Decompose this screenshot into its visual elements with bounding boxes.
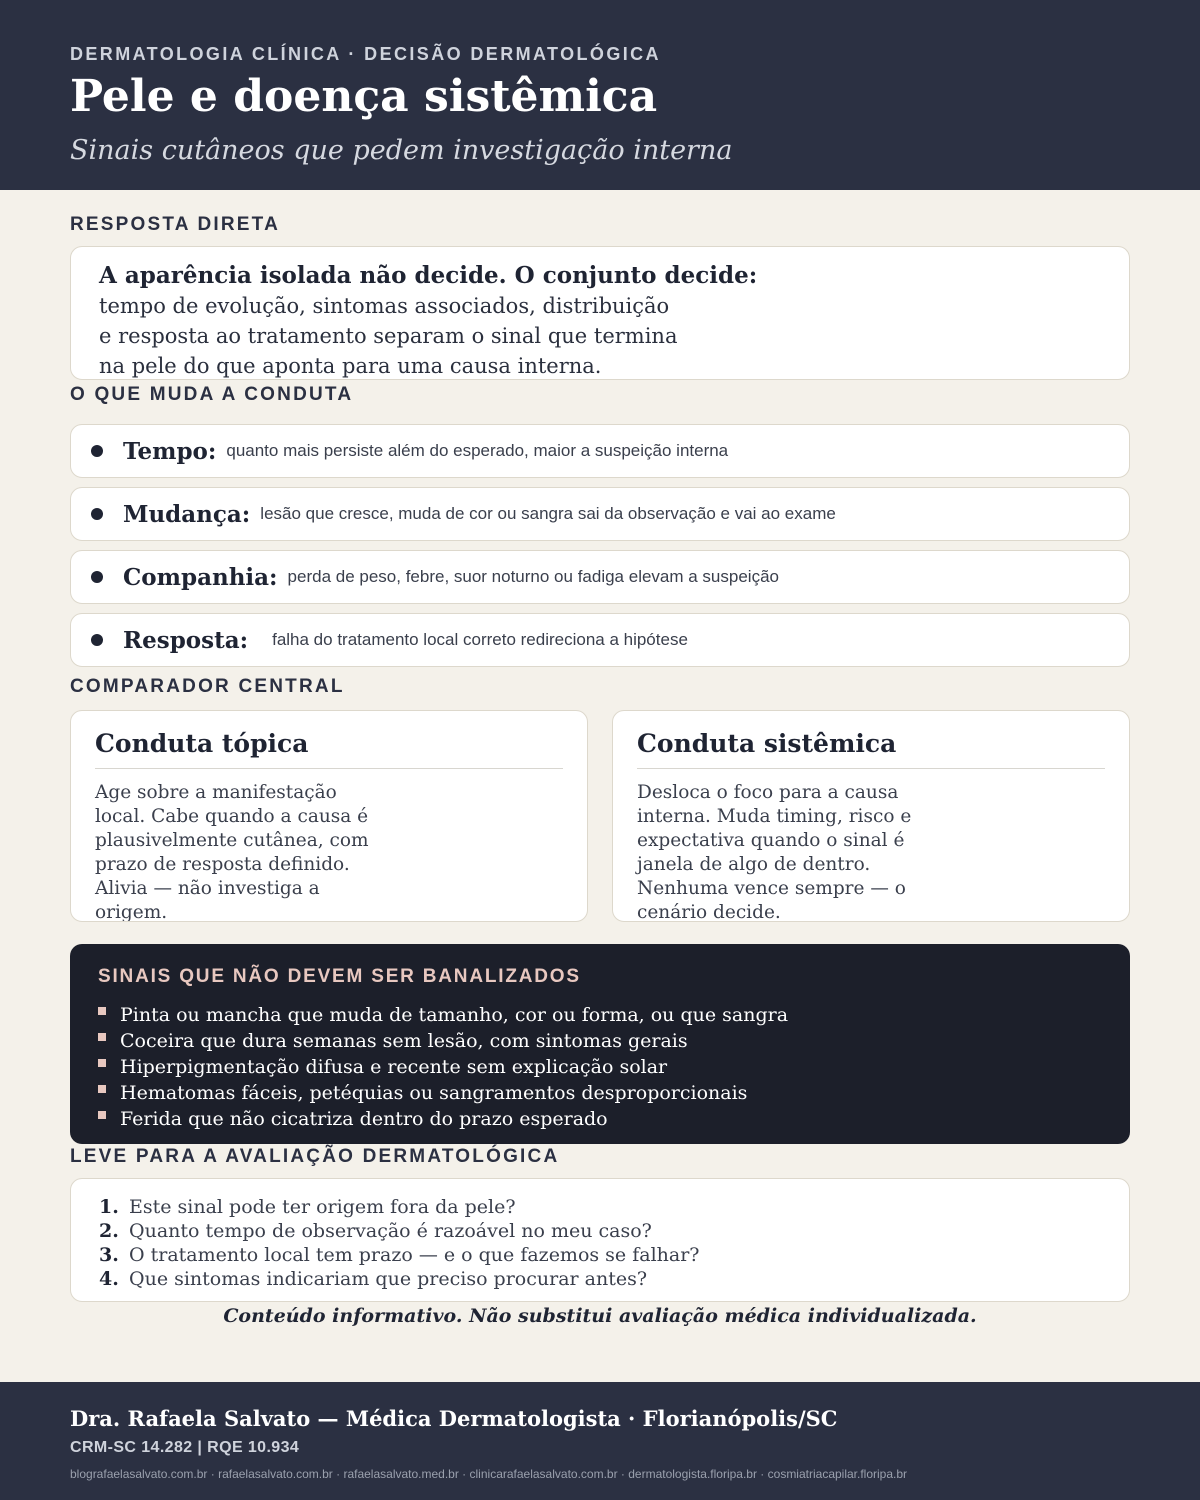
warning-sign-text: Hematomas fáceis, petéquias ou sangramentos desproporcionais: [120, 1082, 748, 1104]
question-number: 4.: [99, 1268, 119, 1290]
conduct-description: falha do tratamento local correto redireciona a hipótese: [272, 630, 688, 649]
list-item: [99, 1219, 1101, 1243]
bullet-dot-icon: [91, 571, 103, 583]
question-number: 1.: [99, 1196, 119, 1218]
warning-sign-text: Pinta ou mancha que muda de tamanho, cor ou forma, ou que sangra: [120, 1004, 789, 1026]
conduct-item-mudanca: [70, 487, 1130, 541]
list-item: [98, 1106, 1102, 1132]
conduct-description: perda de peso, febre, suor noturno ou fadiga elevam a suspeição: [287, 567, 779, 586]
conduct-item-resposta: [70, 613, 1130, 667]
footer-doctor-name: Dra. Rafaela Salvato — Médica Dermatologista · Florianópolis/SC: [70, 1406, 838, 1431]
header: [0, 0, 1200, 190]
list-item: [98, 1080, 1102, 1106]
section-label-direct: RESPOSTA DIRETA: [70, 214, 280, 235]
section-label-comparator: COMPARADOR CENTRAL: [70, 676, 345, 697]
conduct-term: Companhia:: [123, 563, 278, 591]
direct-answer-line: tempo de evolução, sintomas associados, distribuição: [99, 294, 670, 318]
square-bullet-icon: [98, 1007, 106, 1015]
section-label-questions: LEVE PARA A AVALIAÇÃO DERMATOLÓGICA: [70, 1146, 560, 1167]
warning-signs-list: [98, 1002, 1102, 1132]
direct-answer-lead: A aparência isolada não decide. O conjunto decide:: [99, 262, 758, 289]
compare-title: Conduta sistêmica: [637, 729, 1105, 769]
compare-body: Desloca o foco para a causa interna. Muda timing, risco e expectativa quando o sinal é janela de algo de dentro. Nenhuma vence sempre — o cenário decide.: [637, 782, 912, 922]
compare-title: Conduta tópica: [95, 729, 563, 769]
list-item: [99, 1195, 1101, 1219]
page-title: Pele e doença sistêmica: [70, 71, 658, 122]
question-text: Quanto tempo de observação é razoável no meu caso?: [129, 1220, 652, 1242]
compare-body: Age sobre a manifestação local. Cabe quando a causa é plausivelmente cutânea, com prazo de resposta definido. Alivia — não investiga a origem.: [95, 782, 369, 922]
conduct-description: quanto mais persiste além do esperado, maior a suspeição interna: [226, 441, 729, 460]
square-bullet-icon: [98, 1033, 106, 1041]
square-bullet-icon: [98, 1111, 106, 1119]
page-subtitle: Sinais cutâneos que pedem investigação interna: [70, 135, 733, 166]
footer-sites: blografaelasalvato.com.br · rafaelasalvato.com.br · rafaelasalvato.med.br · clinicarafaelasalvato.com.br · dermatologista.floripa.br · cosmiatriacapilar.floripa.br: [70, 1467, 908, 1481]
list-item: [99, 1243, 1101, 1267]
warning-sign-text: Coceira que dura semanas sem lesão, com sintomas gerais: [120, 1030, 688, 1052]
compare-card-topical: [70, 710, 588, 922]
conduct-term: Tempo:: [123, 437, 217, 465]
disclaimer: Conteúdo informativo. Não substitui avaliação médica individualizada.: [223, 1305, 977, 1327]
footer: [0, 1382, 1200, 1500]
conduct-item-companhia: [70, 550, 1130, 604]
compare-card-systemic: [612, 710, 1130, 922]
conduct-term: Resposta:: [123, 626, 249, 654]
conduct-term: Mudança:: [123, 500, 251, 528]
question-text: Este sinal pode ter origem fora da pele?: [129, 1196, 516, 1218]
direct-answer-line: na pele do que aponta para uma causa interna.: [99, 354, 602, 378]
bullet-dot-icon: [91, 508, 103, 520]
warning-sign-text: Ferida que não cicatriza dentro do prazo esperado: [120, 1108, 608, 1130]
warning-signs-title: SINAIS QUE NÃO DEVEM SER BANALIZADOS: [98, 966, 581, 987]
warning-signs-box: [70, 944, 1130, 1144]
square-bullet-icon: [98, 1059, 106, 1067]
questions-card: [70, 1178, 1130, 1302]
direct-answer-card: [70, 246, 1130, 380]
warning-sign-text: Hiperpigmentação difusa e recente sem explicação solar: [120, 1056, 668, 1078]
list-item: [98, 1028, 1102, 1054]
bullet-dot-icon: [91, 445, 103, 457]
direct-answer-line: e resposta ao tratamento separam o sinal que termina: [99, 324, 678, 348]
question-text: Que sintomas indicariam que preciso procurar antes?: [129, 1268, 648, 1290]
bullet-dot-icon: [91, 634, 103, 646]
question-number: 3.: [99, 1244, 119, 1266]
section-label-conduct: O QUE MUDA A CONDUTA: [70, 384, 354, 405]
list-item: [98, 1002, 1102, 1028]
list-item: [98, 1054, 1102, 1080]
question-number: 2.: [99, 1220, 119, 1242]
square-bullet-icon: [98, 1085, 106, 1093]
header-kicker: DERMATOLOGIA CLÍNICA · DECISÃO DERMATOLÓGICA: [70, 44, 661, 64]
list-item: [99, 1267, 1101, 1291]
conduct-item-tempo: [70, 424, 1130, 478]
conduct-description: lesão que cresce, muda de cor ou sangra sai da observação e vai ao exame: [260, 504, 836, 523]
footer-registration: CRM-SC 14.282 | RQE 10.934: [70, 1439, 300, 1456]
question-text: O tratamento local tem prazo — e o que fazemos se falhar?: [129, 1244, 700, 1266]
